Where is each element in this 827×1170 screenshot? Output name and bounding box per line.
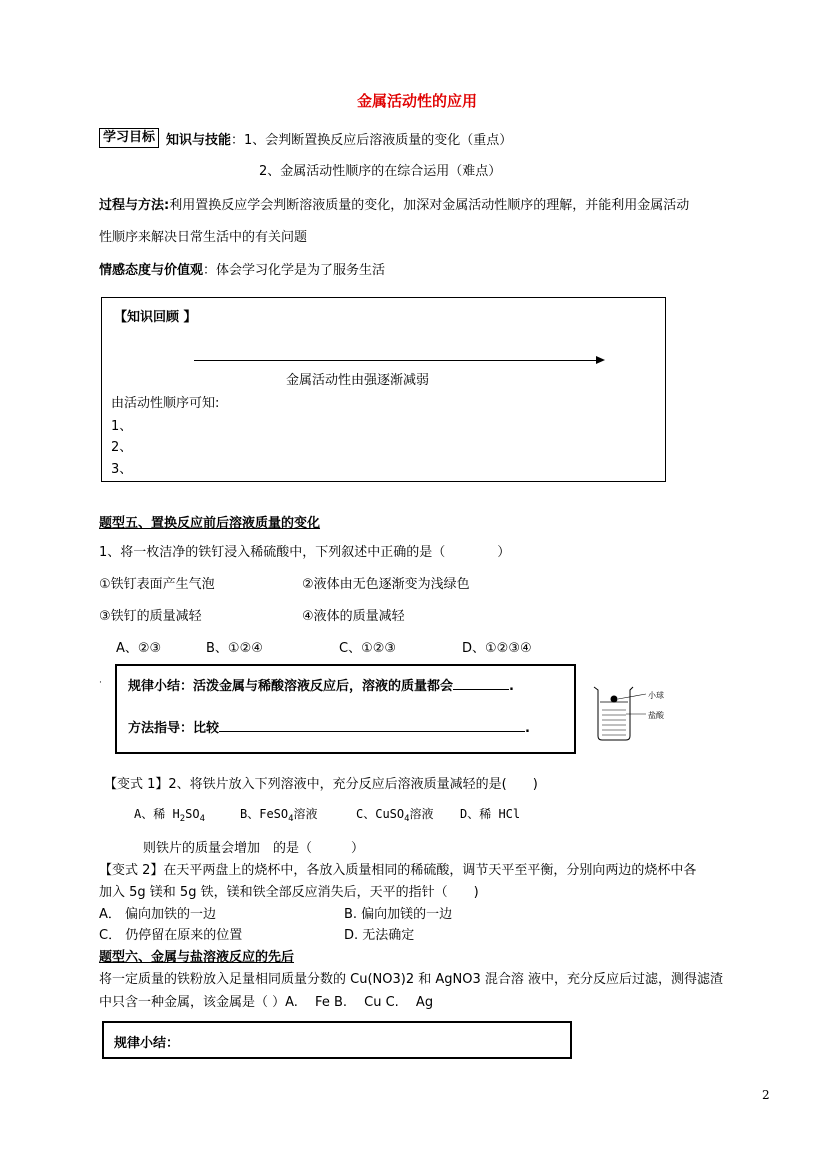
method-blank [219, 719, 525, 732]
option-a: A、②③ [116, 641, 162, 656]
option-c-text: C、CuSO [356, 807, 405, 821]
option-b: B、①②④ [206, 641, 263, 656]
variant2-line-1 [99, 859, 696, 878]
type5-question-1: 1、将一枚洁净的铁钉浸入稀硫酸中，下列叙述中正确的是（ ） [99, 545, 511, 560]
variant1-option-d: D、稀 HCl [460, 807, 521, 821]
beaker-label-ball: 小球 [648, 691, 664, 700]
subscript: 4 [199, 814, 205, 824]
type6-heading: 题型六、金属与盐溶液反应的先后 [99, 950, 295, 965]
option-c: C、①②③ [339, 641, 397, 656]
review-item: 1、 [111, 419, 133, 434]
option-b-text: B、FeSO [240, 807, 289, 821]
type5-heading: 题型五、置换反应前后溶液质量的变化 [99, 516, 321, 531]
variant1-tag: 【变式 1】 [104, 777, 169, 792]
method-end: . [525, 721, 530, 736]
emotion-label: 情感态度与价值观 [99, 263, 204, 278]
method-label: 方法指导：比较 [128, 721, 220, 736]
variant2-option-d: D. 无法确定 [344, 928, 415, 943]
activity-arrow-line [194, 360, 600, 361]
subscript: 4 [404, 814, 410, 824]
rule-blank [453, 677, 509, 690]
method-text [128, 717, 530, 736]
so-text: SO [185, 807, 200, 821]
statement-4: ④液体的质量减轻 [302, 609, 405, 624]
process-text-1: 利用置换反应学会判断溶液质量的变化，加深对金属活动性顺序的理解，并能利用金属活动 [169, 198, 690, 213]
option-d: D、①②③④ [462, 641, 532, 656]
variant1-extra: 则铁片的质量会增加 的是（ ） [143, 841, 365, 856]
variant2-option-c: C． 仍停留在原来的位置 [99, 928, 243, 943]
solution-word: 溶液 [293, 807, 318, 821]
page-number: 2 [762, 1088, 770, 1102]
rule-text [128, 675, 514, 694]
emotion-text: ：体会学习化学是为了服务生活 [203, 263, 386, 278]
statement-1: ①铁钉表面产生气泡 [99, 577, 215, 592]
goals-knowledge [166, 129, 512, 148]
process-label: 过程与方法: [99, 198, 170, 213]
process-line-2: 性顺序来解决日常生活中的有关问题 [99, 230, 308, 245]
variant2-tag: 【变式 2】 [99, 863, 164, 878]
knowledge-label: 知识与技能 [166, 133, 232, 148]
page-title: 金属活动性的应用 [357, 92, 478, 110]
knowledge-item-1: ：1、会判断置换反应后溶液质量的变化（重点） [231, 133, 513, 148]
type6-rule: 规律小结： [114, 1036, 180, 1051]
statement-3: ③铁钉的质量减轻 [99, 609, 202, 624]
rule-label: 规律小结：活泼金属与稀酸溶液反应后，溶液的质量都会 [128, 679, 454, 694]
review-box [101, 297, 666, 482]
type6-rule-box [102, 1021, 572, 1059]
variant1-option-a [134, 805, 205, 824]
bullet-dot: · [99, 678, 102, 688]
variant2-option-a: A． 偏向加铁的一边 [99, 907, 217, 922]
arrow-caption: 金属活动性由强逐渐减弱 [286, 373, 430, 388]
goals-tag: 学习目标 [99, 128, 159, 148]
knowledge-item-2: 2、金属活动性顺序的在综合运用（难点） [259, 164, 502, 179]
beaker-label-acid: 盐酸 [648, 711, 664, 720]
solution-word: 溶液 [409, 807, 434, 821]
process-line-1 [99, 194, 689, 213]
type6-line-1: 将一定质量的铁粉放入足量相同质量分数的 Cu(NO3)2 和 AgNO3 混合溶 液中，充分反应后过滤，测得滤渣 [99, 972, 723, 987]
variant1-question: 2、将铁片放入下列溶液中，充分反应后溶液质量减轻的是( ) [168, 777, 538, 792]
arrow-head-icon [596, 356, 605, 364]
rule-box [115, 664, 576, 754]
review-item: 3、 [111, 462, 133, 477]
variant2-line-2: 加入 5g 镁和 5g 铁，镁和铁全部反应消失后，天平的指针（ ) [99, 885, 479, 900]
option-a-text: A、稀 H [134, 807, 180, 821]
review-item: 2、 [111, 440, 133, 455]
variant1-option-b [240, 805, 318, 824]
review-intro: 由活动性顺序可知: [111, 396, 220, 411]
type6-line-2: 中只含一种金属，该金属是（ ）A. Fe B. Cu C. Ag [99, 995, 434, 1010]
subscript: 2 [179, 814, 186, 824]
variant1-line [104, 773, 538, 792]
variant2-text: 在天平两盘上的烧杯中，各放入质量相同的稀硫酸，调节天平至平衡，分别向两边的烧杯中各 [163, 863, 697, 878]
variant2-option-b: B. 偏向加镁的一边 [344, 907, 453, 922]
subscript: 4 [288, 814, 294, 824]
statement-2: ②液体由无色逐渐变为浅绿色 [302, 577, 470, 592]
variant1-option-c [356, 805, 434, 824]
emotion-line [99, 259, 385, 278]
rule-end: . [509, 679, 514, 694]
review-heading: 【知识回顾 】 [114, 310, 197, 325]
